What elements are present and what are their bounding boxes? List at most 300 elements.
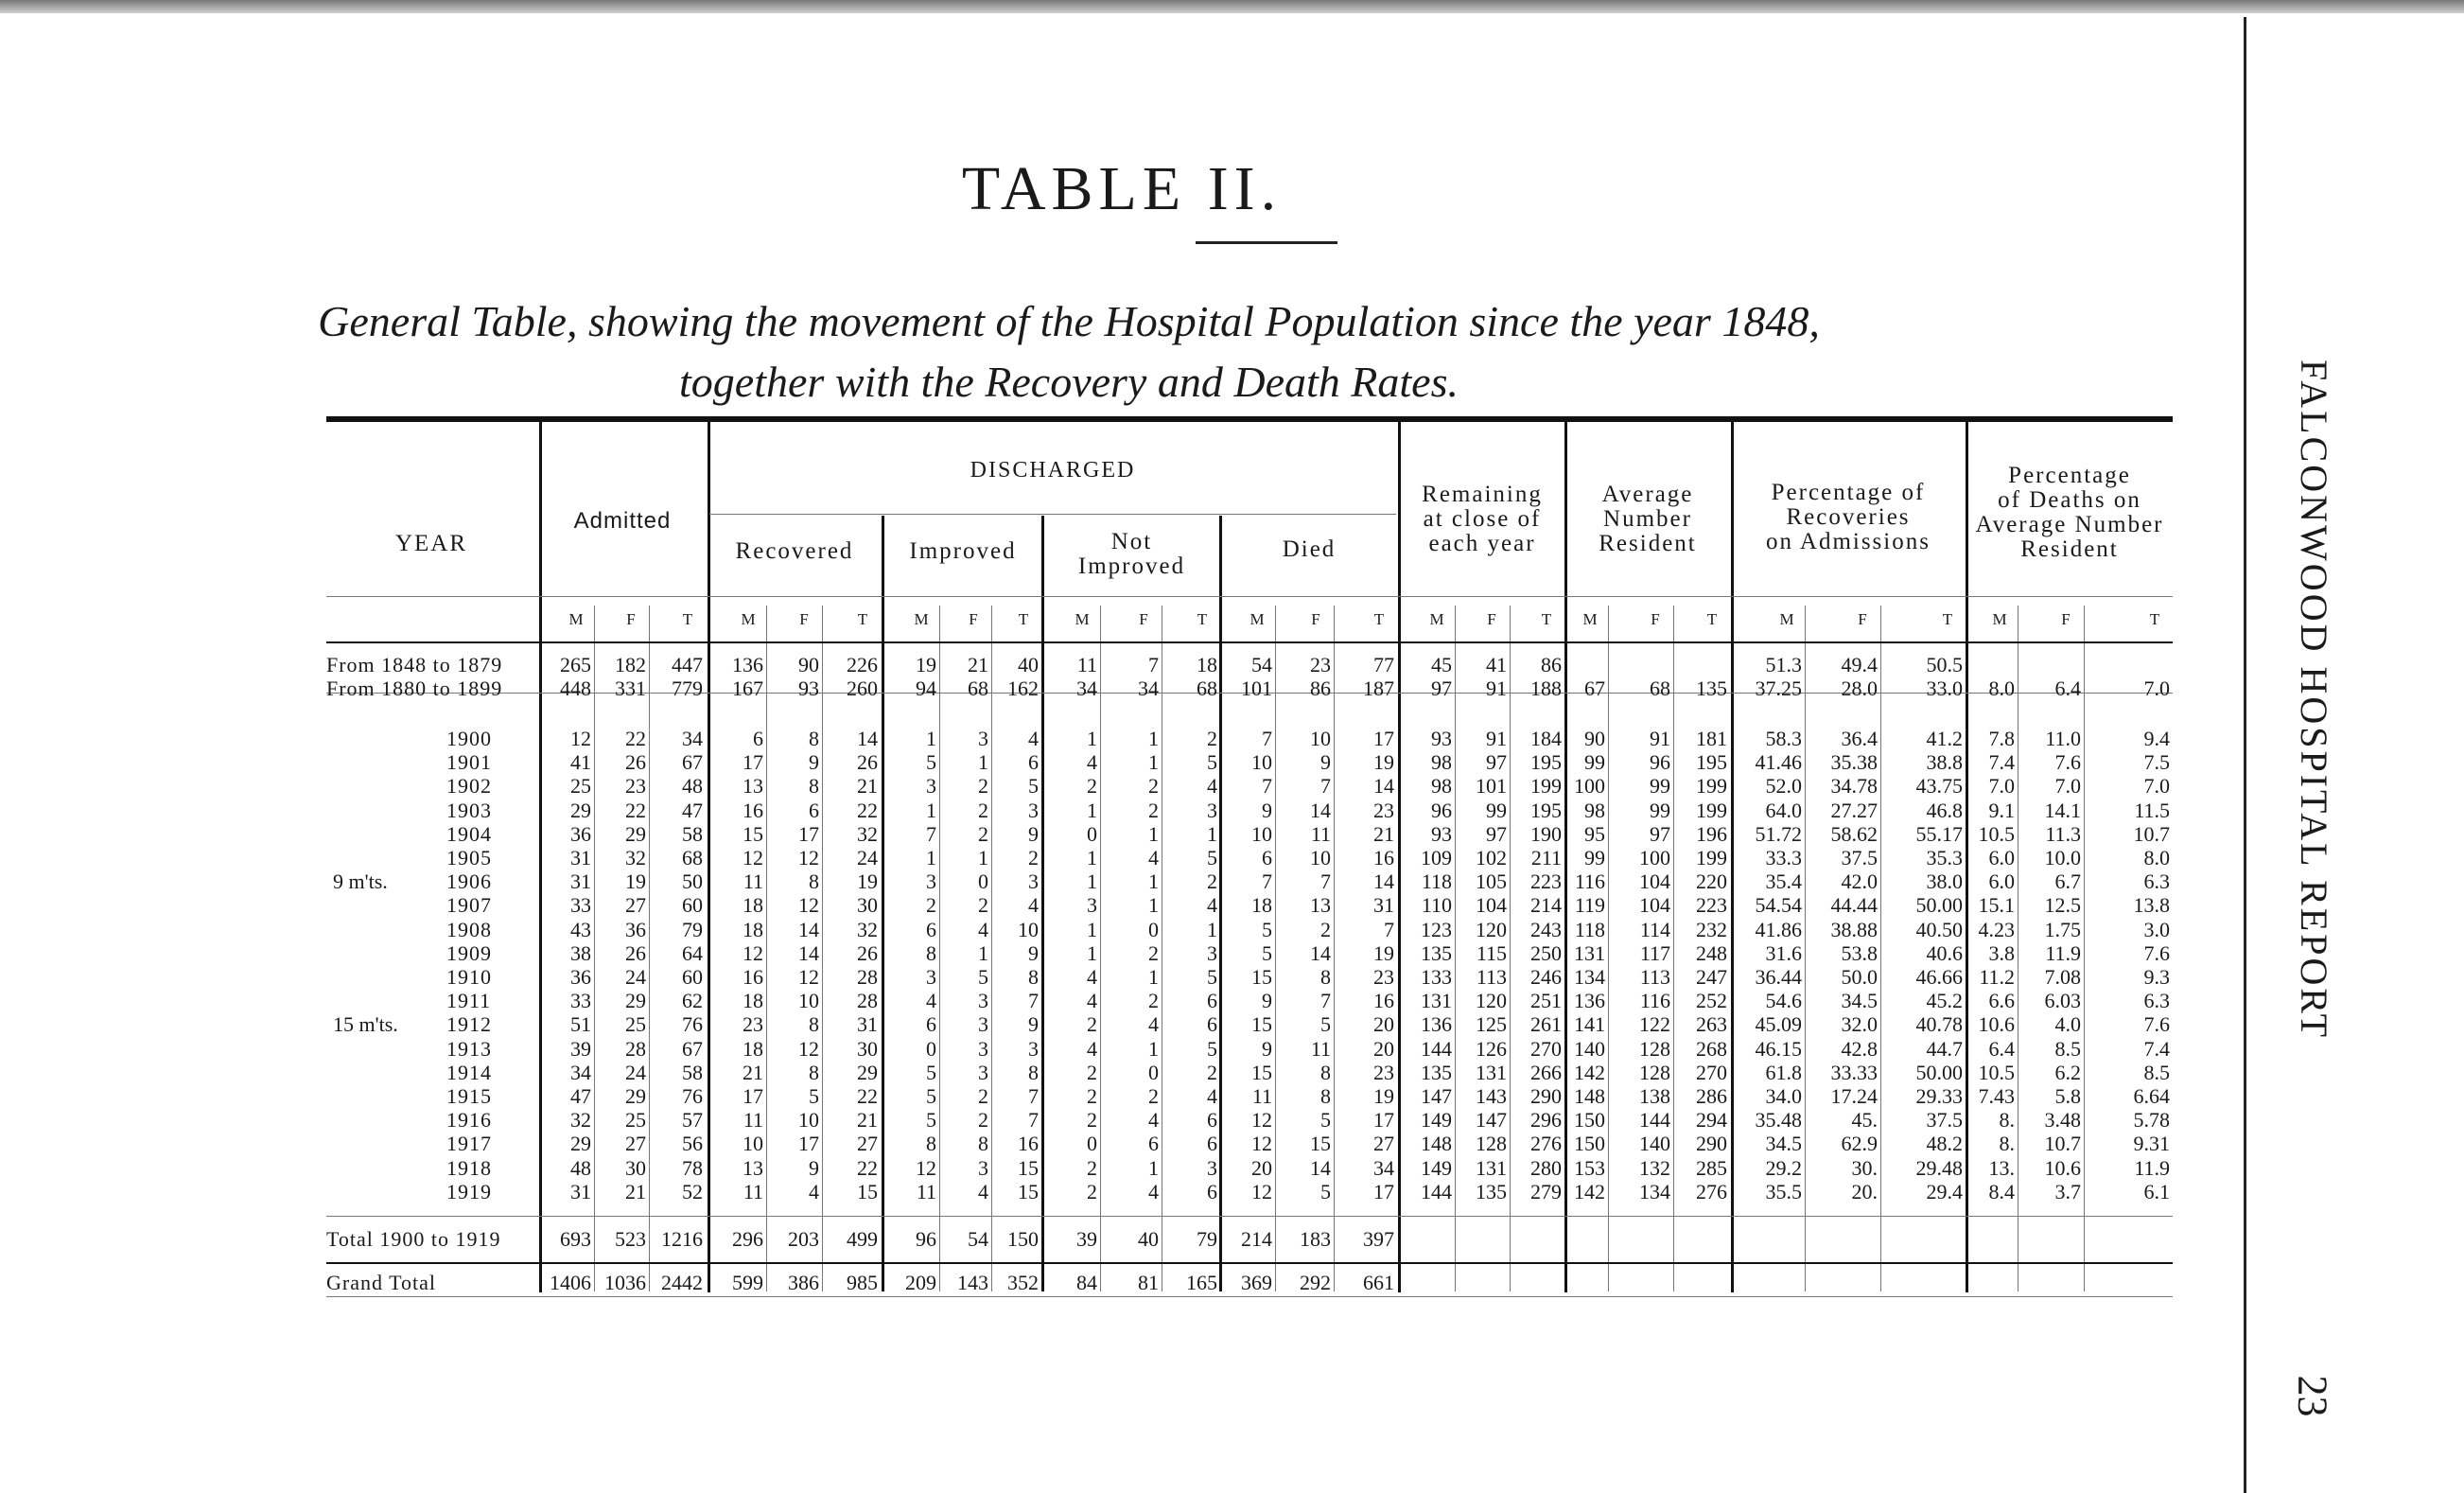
table-cell: 8.4 — [1988, 1179, 2015, 1203]
subheader-t: T — [682, 610, 693, 628]
table-cell: 90 — [1584, 727, 1605, 750]
table-cell: 62.9 — [1841, 1132, 1878, 1156]
table-cell: 1 — [978, 940, 988, 965]
table-cell: 114 — [1639, 917, 1670, 941]
table-cell: 10 — [1251, 750, 1272, 775]
table-cell: 296 — [1530, 1108, 1562, 1133]
table-cell: 29 — [625, 1084, 646, 1108]
table-cell: 28 — [857, 989, 878, 1013]
table-cell: 153 — [1574, 1155, 1605, 1180]
table-cell: 21 — [625, 1179, 646, 1203]
column-divider — [1731, 422, 1734, 1292]
table-cell: 196 — [1696, 821, 1727, 846]
table-cell: 104 — [1639, 893, 1670, 918]
table-cell: 266 — [1530, 1060, 1562, 1084]
table-cell: 9.31 — [2133, 1132, 2170, 1156]
table-cell: 27.27 — [1830, 798, 1878, 822]
table-cell: 31 — [570, 1179, 591, 1203]
header-average-line1: Average — [1601, 482, 1694, 507]
table-cell: 44.44 — [1830, 893, 1878, 918]
header-remaining-line3: each year — [1428, 531, 1536, 556]
row-year-label: 1909 — [446, 940, 492, 965]
table-cell: 246 — [1530, 965, 1562, 989]
table-cell: 4.23 — [1978, 917, 2015, 941]
table-cell: 195 — [1530, 798, 1562, 822]
table-cell: 50.00 — [1915, 893, 1963, 918]
table-cell: 2 — [978, 893, 988, 918]
table-cell: 136 — [732, 653, 763, 676]
table-cell: 6.3 — [2143, 989, 2170, 1013]
table-cell: 5 — [978, 965, 988, 989]
table-cell: 5 — [1207, 965, 1217, 989]
total-bottom-rule — [326, 1262, 2173, 1264]
total-cell: 296 — [732, 1227, 763, 1251]
table-cell: 3.8 — [1988, 940, 2015, 965]
table-cell: 24 — [857, 846, 878, 869]
table-cell: 1 — [1148, 727, 1159, 750]
table-cell: 10.5 — [1978, 1060, 2015, 1084]
table-cell: 9.1 — [1988, 798, 2015, 822]
table-cell: 7.8 — [1988, 727, 2015, 750]
header-remaining-line1: Remaining — [1422, 482, 1543, 507]
table-cell: 18 — [743, 893, 763, 918]
table-cell: 11.0 — [2045, 727, 2081, 750]
table-cell: 2 — [1087, 774, 1097, 799]
table-cell: 50.5 — [1926, 653, 1963, 676]
table-cell: 13.8 — [2133, 893, 2170, 918]
table-cell: 140 — [1639, 1132, 1670, 1156]
table-cell: 23 — [1373, 965, 1394, 989]
table-cell: 91 — [1486, 727, 1507, 750]
table-cell: 40.6 — [1926, 940, 1963, 965]
table-cell: 2 — [978, 821, 988, 846]
table-cell: 77 — [1373, 653, 1394, 676]
table-cell: 12 — [798, 965, 819, 989]
table-cell: 181 — [1696, 727, 1727, 750]
table-cell: 2 — [1207, 727, 1217, 750]
table-cell: 27 — [1373, 1132, 1394, 1156]
table-cell: 35.48 — [1755, 1108, 1802, 1133]
table-cell: 4 — [1148, 1012, 1159, 1037]
row-year-label: 1918 — [446, 1155, 492, 1180]
table-cell: 6 — [1207, 1012, 1217, 1037]
table-cell: 8. — [1999, 1108, 2015, 1133]
header-not-improved — [1044, 530, 1219, 579]
table-cell: 94 — [916, 676, 936, 700]
table-cell: 50.0 — [1841, 965, 1878, 989]
table-cell: 3.0 — [2143, 917, 2170, 941]
table-cell: 16 — [743, 798, 763, 822]
table-cell: 276 — [1530, 1132, 1562, 1156]
subcolumn-divider — [1673, 606, 1674, 1291]
table-cell: 27 — [625, 893, 646, 918]
table-cell: 12.5 — [2044, 893, 2081, 918]
table-cell: 54.54 — [1755, 893, 1802, 918]
table-cell: 42.0 — [1841, 869, 1878, 894]
table-cell: 6 — [1207, 1132, 1217, 1156]
table-cell: 1 — [926, 846, 936, 869]
page-number: 23 — [2289, 1375, 2336, 1417]
table-cell: 38.0 — [1926, 869, 1963, 894]
table-cell: 7.43 — [1978, 1084, 2015, 1108]
table-cell: 26 — [625, 750, 646, 775]
table-cell: 54 — [1251, 653, 1272, 676]
total-cell: 40 — [1138, 1227, 1159, 1251]
table-cell: 55.17 — [1915, 821, 1963, 846]
table-cell: 11 — [1076, 653, 1097, 676]
table-cell: 4 — [1087, 989, 1097, 1013]
table-cell: 14.1 — [2044, 798, 2081, 822]
table-cell: 136 — [1421, 1012, 1452, 1037]
table-cell: 14 — [1373, 774, 1394, 799]
table-cell: 102 — [1476, 846, 1507, 869]
table-cell: 101 — [1241, 676, 1272, 700]
table-cell: 8 — [926, 940, 936, 965]
header-pct-death-line3: Average Number — [1975, 512, 2164, 537]
table-cell: 7 — [1028, 989, 1039, 1013]
table-cell: 17 — [1373, 727, 1394, 750]
table-cell: 93 — [798, 676, 819, 700]
subheader-m: M — [1075, 610, 1090, 628]
table-cell: 260 — [847, 676, 878, 700]
row-year-label: 1908 — [446, 917, 492, 941]
table-cell: 1 — [926, 798, 936, 822]
table-cell: 135 — [1696, 676, 1727, 700]
table-cell: 11 — [743, 1179, 763, 1203]
table-cell: 7 — [1148, 653, 1159, 676]
table-cell: 50 — [682, 869, 703, 894]
subcolumn-divider — [1805, 606, 1806, 1291]
table-cell: 148 — [1574, 1084, 1605, 1108]
table-cell: 37.25 — [1755, 676, 1802, 700]
table-cell: 2 — [1087, 1060, 1097, 1084]
table-cell: 187 — [1363, 676, 1394, 700]
table-cell: 167 — [732, 676, 763, 700]
table-cell: 15 — [857, 1179, 878, 1203]
row-year-label: 1917 — [446, 1132, 492, 1156]
header-remaining-line2: at close of — [1423, 506, 1542, 532]
table-cell: 12 — [1251, 1179, 1272, 1203]
table-cell: 113 — [1476, 965, 1507, 989]
table-cell: 149 — [1421, 1155, 1452, 1180]
table-cell: 6.0 — [1988, 846, 2015, 869]
table-cell: 6.64 — [2133, 1084, 2170, 1108]
table-cell: 251 — [1530, 989, 1562, 1013]
table-cell: 4.0 — [2054, 1012, 2081, 1037]
row-year-label: 1914 — [446, 1060, 492, 1084]
total-cell: 79 — [1197, 1227, 1217, 1251]
table-cell: 22 — [857, 798, 878, 822]
table-cell: 7.0 — [2143, 676, 2170, 700]
table-cell: 30 — [857, 1036, 878, 1061]
table-cell: 48 — [682, 774, 703, 799]
table-cell: 6 — [1207, 1108, 1217, 1133]
table-cell: 99 — [1650, 798, 1670, 822]
table-cell: 97 — [1486, 821, 1507, 846]
grand-total-cell: 369 — [1241, 1271, 1272, 1294]
table-cell: 113 — [1639, 965, 1670, 989]
table-cell: 15 — [1251, 1012, 1272, 1037]
table-cell: 135 — [1421, 1060, 1452, 1084]
table-cell: 4 — [1028, 727, 1039, 750]
table-cell: 5.78 — [2133, 1108, 2170, 1133]
table-cell: 8 — [809, 1060, 819, 1084]
table-cell: 20 — [1373, 1036, 1394, 1061]
table-cell: 58 — [682, 1060, 703, 1084]
table-cell: 8.5 — [2054, 1036, 2081, 1061]
table-cell: 0 — [1148, 1060, 1159, 1084]
table-cell: 1 — [1148, 821, 1159, 846]
table-cell: 34.5 — [1765, 1132, 1802, 1156]
table-cell: 2 — [978, 1108, 988, 1133]
total-cell: 1216 — [661, 1227, 703, 1251]
table-cell: 32 — [857, 917, 878, 941]
table-cell: 18 — [1197, 653, 1217, 676]
table-cell: 134 — [1639, 1179, 1670, 1203]
table-cell: 96 — [1431, 798, 1452, 822]
table-cell: 23 — [1373, 1060, 1394, 1084]
table-cell: 19 — [1373, 940, 1394, 965]
table-cell: 331 — [615, 676, 646, 700]
table-cell: 15 — [1018, 1155, 1039, 1180]
table-cell: 4 — [978, 1179, 988, 1203]
table-cell: 41 — [570, 750, 591, 775]
table-cell: 60 — [682, 893, 703, 918]
table-top-rule — [326, 416, 2173, 422]
table-cell: 223 — [1696, 893, 1727, 918]
table-cell: 18 — [743, 989, 763, 1013]
table-cell: 10 — [1018, 917, 1039, 941]
table-cell: 19 — [1373, 1084, 1394, 1108]
table-cell: 28 — [857, 965, 878, 989]
table-cell: 143 — [1476, 1084, 1507, 1108]
table-cell: 30. — [1851, 1155, 1878, 1180]
table-cell: 128 — [1476, 1132, 1507, 1156]
grand-total-cell: 84 — [1076, 1271, 1097, 1294]
table-cell: 96 — [1650, 750, 1670, 775]
table-cell: 29 — [857, 1060, 878, 1084]
table-cell: 21 — [857, 1108, 878, 1133]
table-cell: 98 — [1584, 798, 1605, 822]
table-cell: 0 — [1148, 917, 1159, 941]
table-cell: 64 — [682, 940, 703, 965]
table-cell: 14 — [1310, 940, 1331, 965]
table-cell: 448 — [560, 676, 591, 700]
table-cell: 2 — [1148, 798, 1159, 822]
table-cell: 29.33 — [1915, 1084, 1963, 1108]
table-cell: 116 — [1574, 869, 1605, 894]
table-cell: 38 — [570, 940, 591, 965]
table-cell: 150 — [1574, 1108, 1605, 1133]
table-cell: 36 — [625, 917, 646, 941]
table-cell: 6.4 — [2054, 676, 2081, 700]
subheader-m: M — [1779, 610, 1794, 628]
row-year-label: From 1880 to 1899 — [326, 676, 503, 700]
table-cell: 199 — [1530, 774, 1562, 799]
table-cell: 31 — [857, 1012, 878, 1037]
grand-total-cell: 292 — [1300, 1271, 1331, 1294]
table-cell: 48.2 — [1926, 1132, 1963, 1156]
grand-total-cell: 81 — [1138, 1271, 1159, 1294]
table-cell: 3 — [978, 1155, 988, 1180]
subheader-t: T — [1197, 610, 1208, 628]
table-cell: 5 — [1028, 774, 1039, 799]
table-cell: 7 — [1262, 869, 1272, 894]
table-cell: 131 — [1574, 940, 1605, 965]
table-cell: 17 — [798, 1132, 819, 1156]
table-cell: 95 — [1584, 821, 1605, 846]
table-cell: 17 — [743, 750, 763, 775]
table-cell: 99 — [1584, 750, 1605, 775]
table-cell: 13. — [1988, 1155, 2015, 1180]
subcolumn-divider — [1275, 606, 1276, 1291]
table-cell: 9 — [809, 1155, 819, 1180]
group-divider — [1041, 516, 1044, 1291]
table-cell: 10 — [798, 1108, 819, 1133]
table-cell: 32 — [857, 821, 878, 846]
table-cell: 11.3 — [2045, 821, 2081, 846]
table-cell: 6 — [926, 917, 936, 941]
table-cell: 11 — [743, 869, 763, 894]
table-cell: 123 — [1421, 917, 1452, 941]
table-cell: 118 — [1574, 917, 1605, 941]
subheader-f: F — [969, 610, 978, 628]
table-cell: 12 — [743, 846, 763, 869]
table-cell: 45.2 — [1926, 989, 1963, 1013]
table-cell: 162 — [1007, 676, 1039, 700]
table-cell: 21 — [743, 1060, 763, 1084]
subheader-t: T — [2149, 610, 2160, 628]
table-cell: 144 — [1639, 1108, 1670, 1133]
table-cell: 0 — [1087, 821, 1097, 846]
table-cell: 36 — [570, 821, 591, 846]
table-cell: 12 — [1251, 1108, 1272, 1133]
table-cell: 100 — [1574, 774, 1605, 799]
total-cell: 150 — [1007, 1227, 1039, 1251]
header-not-improved-line1: Not — [1110, 529, 1153, 554]
table-cell: 150 — [1574, 1132, 1605, 1156]
total-cell: 96 — [916, 1227, 936, 1251]
table-cell: 4 — [1207, 893, 1217, 918]
table-cell: 40 — [1018, 653, 1039, 676]
table-cell: 50.00 — [1915, 1060, 1963, 1084]
table-cell: 17 — [743, 1084, 763, 1108]
table-cell: 135 — [1421, 940, 1452, 965]
table-cell: 2 — [978, 774, 988, 799]
grand-total-cell: 143 — [957, 1271, 988, 1294]
subheader-t: T — [857, 610, 868, 628]
table-cell: 3 — [978, 1012, 988, 1037]
row-year-label: 1902 — [446, 774, 492, 799]
table-cell: 126 — [1476, 1036, 1507, 1061]
grand-total-cell: 165 — [1186, 1271, 1217, 1294]
table-cell: 20. — [1851, 1179, 1878, 1203]
total-cell: 523 — [615, 1227, 646, 1251]
table-cell: 15 — [1251, 1060, 1272, 1084]
table-cell: 22 — [625, 798, 646, 822]
page-margin-rule — [2244, 17, 2246, 1493]
table-cell: 28.0 — [1841, 676, 1878, 700]
header-improved: Improved — [909, 538, 1017, 564]
table-cell: 3 — [926, 965, 936, 989]
table-cell: 142 — [1574, 1179, 1605, 1203]
subheader-f: F — [1487, 610, 1496, 628]
table-cell: 4 — [926, 989, 936, 1013]
table-cell: 119 — [1574, 893, 1605, 918]
table-cell: 226 — [847, 653, 878, 676]
table-cell: 41.46 — [1755, 750, 1802, 775]
subheader-f: F — [2061, 610, 2071, 628]
table-cell: 7 — [1320, 869, 1331, 894]
table-cell: 29 — [570, 798, 591, 822]
table-cell: 149 — [1421, 1108, 1452, 1133]
table-cell: 3 — [1207, 940, 1217, 965]
row-year-label: 1901 — [446, 750, 492, 775]
table-cell: 10.7 — [2044, 1132, 2081, 1156]
table-cell: 142 — [1574, 1060, 1605, 1084]
table-cell: 199 — [1696, 774, 1727, 799]
grand-total-cell: 1036 — [604, 1271, 646, 1294]
row-period-note: 15 m'ts. — [333, 1012, 398, 1037]
table-cell: 58.62 — [1830, 821, 1878, 846]
table-cell: 184 — [1530, 727, 1562, 750]
table-cell: 86 — [1310, 676, 1331, 700]
table-cell: 1 — [1087, 846, 1097, 869]
table-cell: 1 — [978, 846, 988, 869]
table-cell: 1 — [1087, 727, 1097, 750]
table-cell: 16 — [1018, 1132, 1039, 1156]
table-cell: 76 — [682, 1084, 703, 1108]
grand-total-cell: 1406 — [550, 1271, 591, 1294]
title-underline — [1196, 241, 1337, 244]
subheader-m: M — [1429, 610, 1444, 628]
table-cell: 31 — [570, 846, 591, 869]
table-cell: 2 — [1087, 1155, 1097, 1180]
table-cell: 6.03 — [2044, 989, 2081, 1013]
table-cell: 54.6 — [1765, 989, 1802, 1013]
table-cell: 4 — [1207, 774, 1217, 799]
table-cell: 195 — [1530, 750, 1562, 775]
table-cell: 23 — [1310, 653, 1331, 676]
table-cell: 128 — [1639, 1036, 1670, 1061]
table-cell: 41.2 — [1926, 727, 1963, 750]
table-cell: 286 — [1696, 1084, 1727, 1108]
table-cell: 5 — [1207, 846, 1217, 869]
table-cell: 8 — [809, 774, 819, 799]
grand-total-cell: 352 — [1007, 1271, 1039, 1294]
table-cell: 36.4 — [1841, 727, 1878, 750]
subcolumn-divider — [1334, 606, 1335, 1291]
table-cell: 270 — [1696, 1060, 1727, 1084]
table-cell: 2 — [978, 1084, 988, 1108]
table-cell: 10.0 — [2044, 846, 2081, 869]
table-cell: 99 — [1650, 774, 1670, 799]
table-cell: 5.8 — [2054, 1084, 2081, 1108]
table-cell: 6.2 — [2054, 1060, 2081, 1084]
table-cell: 3 — [1028, 1036, 1039, 1061]
table-cell: 79 — [682, 917, 703, 941]
table-cell: 1 — [1087, 940, 1097, 965]
subheader-m: M — [914, 610, 929, 628]
table-cell: 11.9 — [2134, 1155, 2170, 1180]
table-cell: 46.8 — [1926, 798, 1963, 822]
table-cell: 4 — [978, 917, 988, 941]
table-cell: 99 — [1584, 846, 1605, 869]
table-cell: 9 — [1028, 940, 1039, 965]
table-cell: 115 — [1476, 940, 1507, 965]
table-cell: 5 — [926, 1108, 936, 1133]
table-cell: 7 — [926, 821, 936, 846]
